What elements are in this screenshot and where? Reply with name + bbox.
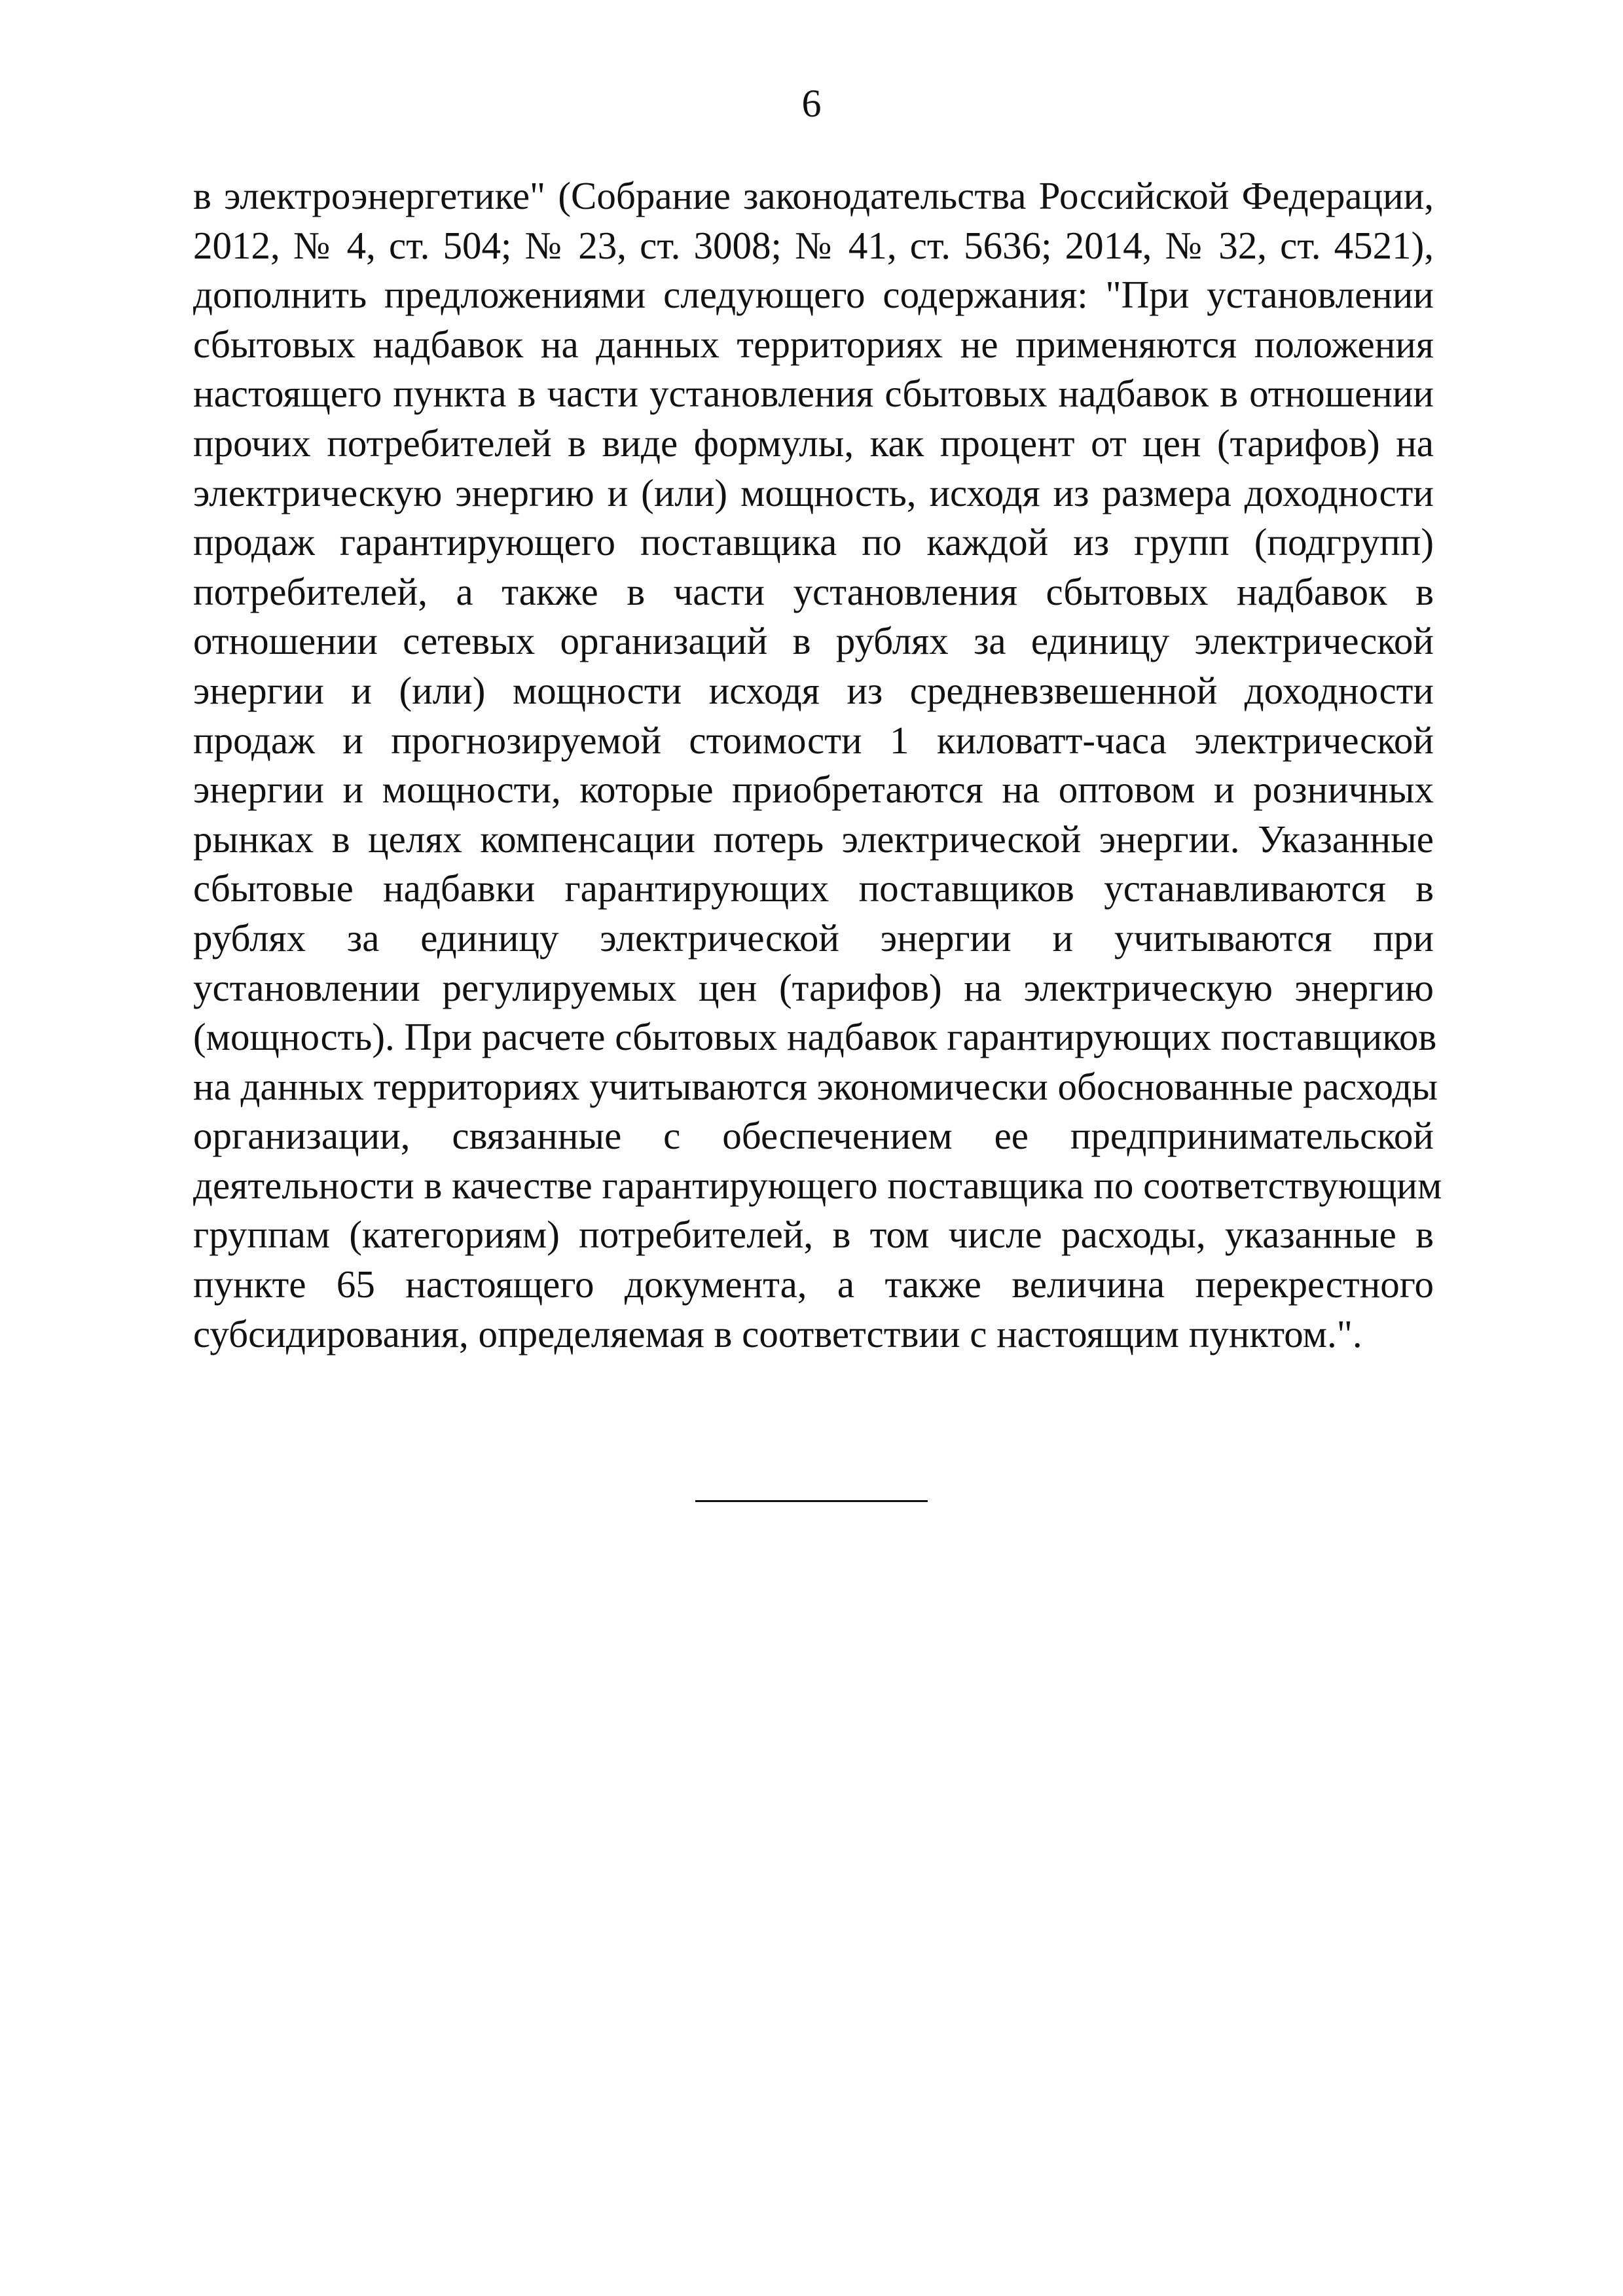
text-line: дополнить предложениями следующего содержания: "При установлении [193, 273, 1434, 317]
text-line: установлении регулируемых цен (тарифов) на электрическую энергию [193, 965, 1434, 1009]
text-line: отношении сетевых организаций в рублях за единицу электрической [193, 619, 1434, 663]
page-number: 6 [801, 82, 822, 125]
document-body [193, 171, 1442, 1359]
text-line: продаж и прогнозируемой стоимости 1 киловатт-часа электрической [193, 718, 1434, 762]
text-line: сбытовых надбавок на данных территориях не применяются положения [193, 322, 1434, 366]
text-line: деятельности в качестве гарантирующего поставщика по соответствующим [193, 1163, 1442, 1207]
text-line: потребителей, а также в части установления сбытовых надбавок в [193, 569, 1434, 613]
text-line: группам (категориям) потребителей, в том числе расходы, указанные в [193, 1213, 1434, 1257]
text-line: организации, связанные с обеспечением ее предпринимательской [193, 1114, 1434, 1158]
text-line: сбытовые надбавки гарантирующих поставщиков устанавливаются в [193, 867, 1434, 910]
text-line: прочих потребителей в виде формулы, как процент от цен (тарифов) на [193, 421, 1434, 465]
end-of-document-rule [695, 1500, 928, 1502]
text-line: настоящего пункта в части установления сбытовых надбавок в отношении [193, 372, 1434, 416]
text-line: рублях за единицу электрической энергии и учитываются при [193, 916, 1434, 960]
text-line: энергии и (или) мощности исходя из средневзвешенной доходности [193, 668, 1434, 712]
text-line: электрическую энергию и (или) мощность, исходя из размера доходности [193, 471, 1434, 514]
text-line: рынках в целях компенсации потерь электрической энергии. Указанные [193, 817, 1434, 861]
text-line: (мощность). При расчете сбытовых надбавок гарантирующих поставщиков [193, 1015, 1437, 1059]
text-line: энергии и мощности, которые приобретаются на оптовом и розничных [193, 768, 1434, 812]
text-line: субсидирования, определяемая в соответствии с настоящим пунктом.". [193, 1312, 1362, 1355]
text-line: в электроэнергетике" (Собрание законодательства Российской Федерации, [193, 174, 1434, 217]
text-line: пункте 65 настоящего документа, а также величина перекрестного [193, 1263, 1434, 1306]
text-line: продаж гарантирующего поставщика по каждой из групп (подгрупп) [193, 520, 1434, 564]
text-line: 2012, № 4, ст. 504; № 23, ст. 3008; № 41, ст. 5636; 2014, № 32, ст. 4521), [193, 223, 1434, 267]
text-line: на данных территориях учитываются экономически обоснованные расходы [193, 1064, 1438, 1108]
